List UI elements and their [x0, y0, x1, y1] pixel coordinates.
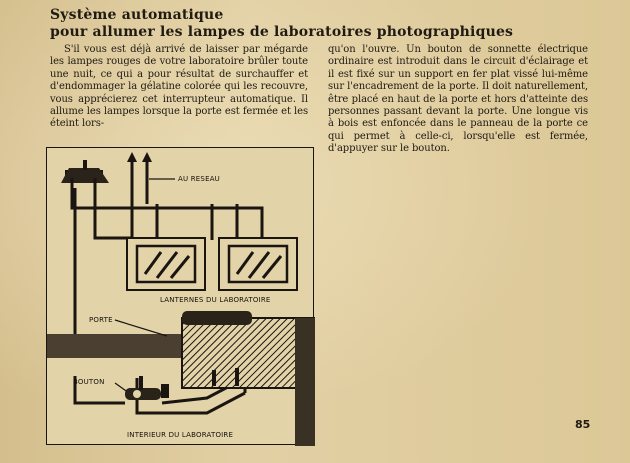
label-lanternes: LANTERNES DU LABORATOIRE [160, 296, 271, 304]
page-number: 85 [575, 418, 591, 431]
article-title [50, 7, 610, 41]
wiring-diagram-figure [46, 147, 314, 445]
label-interieur: INTERIEUR DU LABORATOIRE [127, 431, 234, 439]
lantern-left [127, 238, 205, 290]
title-line-2: pour allumer les lampes de laboratoires photographiques [50, 24, 514, 40]
label-porte: PORTE [89, 316, 113, 324]
ceiling-lamp-fixture [61, 160, 109, 183]
network-arrows [127, 152, 152, 162]
label-au-reseau: AU RESEAU [178, 175, 221, 183]
body-text-right-column: qu'on l'ouvre. Un bouton de sonnette électrique ordinaire est introduit dans le circuit d'éclairage et il est fixé sur un support en fer plat vissé lui-même sur l'encadrement de la porte. Il doit naturellement, être placé en haut de la porte et hors d'atteinte des personnes passant devant la porte. Une longue vis à bois est enfoncée dans le panneau de la porte ce qui permet à celle-ci, lorsqu'elle est fermée, d'appuyer sur le bouton. [328, 44, 588, 155]
title-line-1: Système automatique [50, 7, 224, 23]
body-text-left-column: S'il vous est déjà arrivé de laisser par mégarde les lampes rouges de votre laboratoire brûler toute une nuit, ce qui a pour résultat de surchauffer et d'endommager la gélatine colorée qui les recouvre, vous apprécierez cet interrupteur automatique. Il allume les lampes lorsque la porte est fermée et les éteint lors- [50, 44, 308, 130]
push-button [125, 376, 169, 400]
lantern-right [219, 238, 297, 290]
label-bouton: BOUTON [73, 378, 105, 386]
